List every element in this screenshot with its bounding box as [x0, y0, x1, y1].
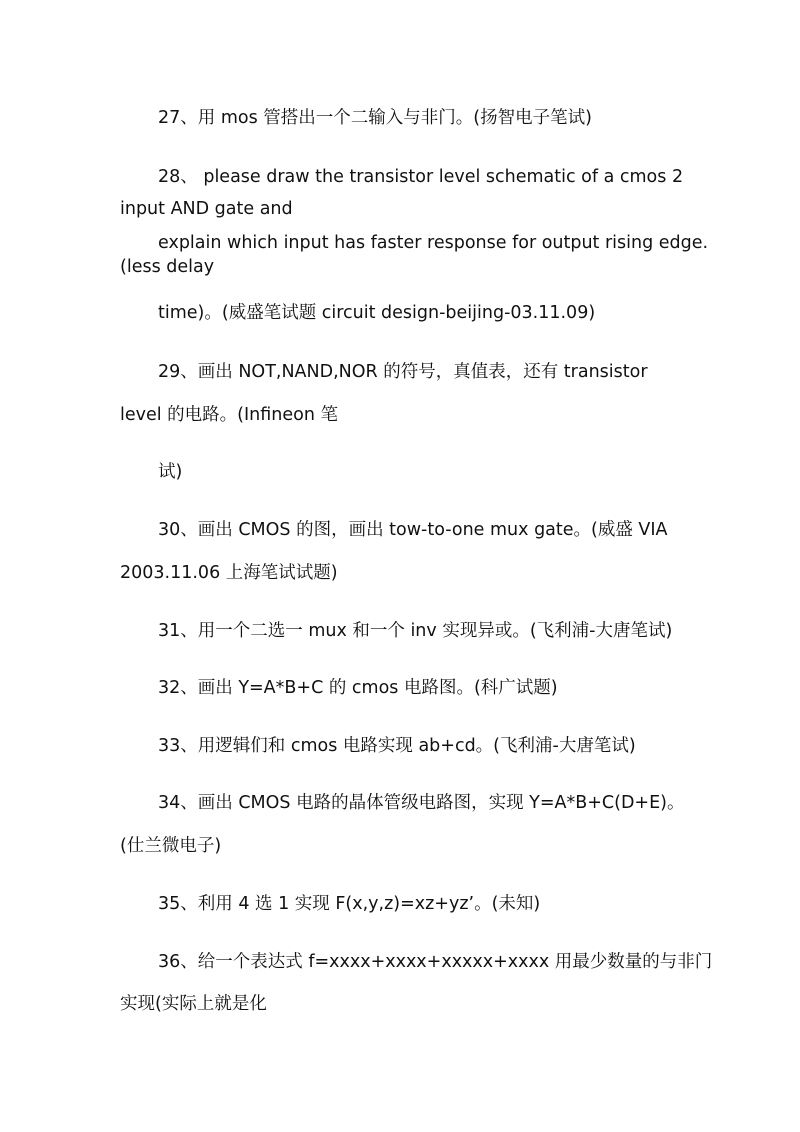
question-28-line-5: time)。(威盛笔试题 circuit design-beijing-03.11.09): [158, 303, 596, 323]
question-28-line-1: 28、 please draw the transistor level schematic of a cmos 2: [158, 167, 684, 187]
question-27-line: 27、用 mos 管搭出一个二输入与非门。(扬智电子笔试): [158, 108, 592, 128]
question-28-line-3: explain which input has faster response for output rising edge.: [158, 233, 709, 253]
question-34-line-2: (仕兰微电子): [120, 836, 222, 856]
question-36-line-2: 实现(实际上就是化: [120, 994, 267, 1014]
question-29-line-1: 29、画出 NOT,NAND,NOR 的符号，真值表，还有 transistor: [158, 362, 648, 382]
question-30-line-2: 2003.11.06 上海笔试试题): [120, 563, 338, 583]
question-33-line: 33、用逻辑们和 cmos 电路实现 ab+cd。(飞利浦-大唐笔试): [158, 736, 636, 756]
question-31-line: 31、用一个二选一 mux 和一个 inv 实现异或。(飞利浦-大唐笔试): [158, 621, 673, 641]
question-34-line-1: 34、画出 CMOS 电路的晶体管级电路图，实现 Y=A*B+C(D+E)。: [158, 793, 685, 813]
question-28-line-2: input AND gate and: [120, 199, 293, 219]
question-32-line: 32、画出 Y=A*B+C 的 cmos 电路图。(科广试题): [158, 678, 558, 698]
question-36-line-1: 36、给一个表达式 f=xxxx+xxxx+xxxxx+xxxx 用最少数量的与非门: [158, 952, 713, 972]
question-35-line: 35、利用 4 选 1 实现 F(x,y,z)=xz+yz’。(未知): [158, 894, 541, 914]
question-29-line-3: 试): [158, 462, 183, 482]
question-28-line-4: (less delay: [120, 257, 215, 277]
question-30-line-1: 30、画出 CMOS 的图，画出 tow-to-one mux gate。(威盛 VIA: [158, 520, 668, 540]
question-29-line-2: level 的电路。(Infineon 笔: [120, 405, 338, 425]
